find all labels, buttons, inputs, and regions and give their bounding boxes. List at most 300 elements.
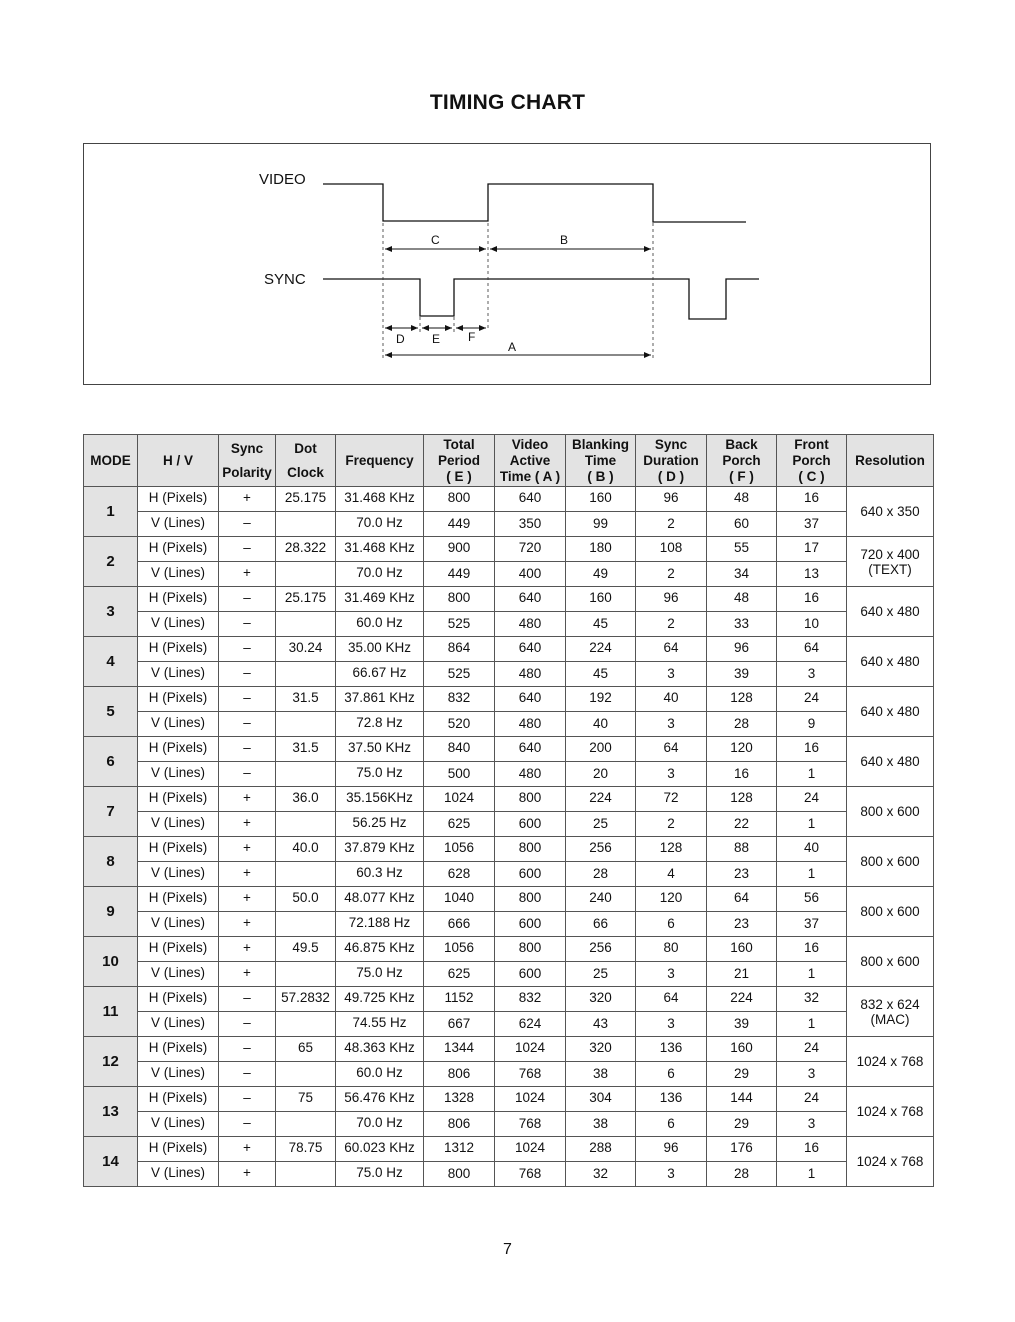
- back-porch-cell: 160: [707, 1037, 777, 1062]
- mode-cell: 6: [84, 737, 138, 787]
- frequency-cell: 48.363 KHz: [336, 1037, 424, 1062]
- back-porch-cell: 120: [707, 737, 777, 762]
- dot-clock-cell: [276, 1162, 336, 1187]
- sync-duration-cell: 6: [636, 1112, 707, 1137]
- front-porch-cell: 40: [777, 837, 847, 862]
- frequency-cell: 46.875 KHz: [336, 937, 424, 962]
- sync-polarity-cell: +: [219, 887, 276, 912]
- header-line: Period: [437, 452, 480, 468]
- back-porch-cell: 39: [707, 662, 777, 687]
- sync-polarity-cell: +: [219, 912, 276, 937]
- resolution-line: 640 x 480: [860, 704, 920, 719]
- header-line: Time ( A ): [499, 468, 561, 484]
- dot-clock-cell: 50.0: [276, 887, 336, 912]
- sync-duration-cell: 6: [636, 912, 707, 937]
- video-active-cell: 768: [495, 1062, 566, 1087]
- blanking-time-cell: 288: [566, 1137, 636, 1162]
- blanking-time-cell: 256: [566, 837, 636, 862]
- blanking-time-cell: 28: [566, 862, 636, 887]
- hv-cell: V (Lines): [138, 912, 219, 937]
- table-row: [84, 562, 934, 587]
- total-period-cell: 625: [424, 812, 495, 837]
- sync-duration-cell: 3: [636, 712, 707, 737]
- total-period-cell: 1344: [424, 1037, 495, 1062]
- video-active-cell: 720: [495, 537, 566, 562]
- video-active-cell: 640: [495, 487, 566, 512]
- total-period-cell: 525: [424, 612, 495, 637]
- front-porch-cell: 37: [777, 512, 847, 537]
- total-period-cell: 1328: [424, 1087, 495, 1112]
- sync-polarity-cell: +: [219, 787, 276, 812]
- header-total-period: [424, 435, 495, 487]
- header-sync-polarity-line: Polarity: [222, 464, 272, 480]
- video-active-cell: 768: [495, 1162, 566, 1187]
- total-period-cell: 520: [424, 712, 495, 737]
- video-active-cell: 600: [495, 862, 566, 887]
- dot-clock-cell: 36.0: [276, 787, 336, 812]
- sync-polarity-cell: –: [219, 1062, 276, 1087]
- total-period-cell: 800: [424, 487, 495, 512]
- mode-cell: 11: [84, 987, 138, 1037]
- sync-polarity-cell: +: [219, 562, 276, 587]
- sync-polarity-cell: –: [219, 712, 276, 737]
- table-row: [84, 1037, 934, 1062]
- table-row: [84, 887, 934, 912]
- header-hv: H / V: [138, 435, 219, 487]
- front-porch-cell: 9: [777, 712, 847, 737]
- mode-cell: 4: [84, 637, 138, 687]
- dim-c-label: C: [431, 233, 440, 247]
- blanking-time-cell: 49: [566, 562, 636, 587]
- back-porch-cell: 160: [707, 937, 777, 962]
- header-line: Active: [509, 452, 551, 468]
- blanking-time-cell: 320: [566, 987, 636, 1012]
- table-row: [84, 937, 934, 962]
- sync-polarity-cell: +: [219, 487, 276, 512]
- resolution-line: 640 x 480: [860, 604, 920, 619]
- hv-cell: H (Pixels): [138, 587, 219, 612]
- hv-cell: H (Pixels): [138, 887, 219, 912]
- dim-e-label: E: [432, 332, 441, 346]
- sync-polarity-cell: –: [219, 762, 276, 787]
- table-row: [84, 862, 934, 887]
- dot-clock-cell: 65: [276, 1037, 336, 1062]
- table-row: [84, 1087, 934, 1112]
- sync-duration-cell: 3: [636, 1162, 707, 1187]
- table-row: [84, 587, 934, 612]
- resolution-line: 640 x 350: [860, 504, 920, 519]
- video-active-cell: 640: [495, 737, 566, 762]
- table-row: [84, 1162, 934, 1187]
- back-porch-cell: 176: [707, 1137, 777, 1162]
- total-period-cell: 449: [424, 562, 495, 587]
- header-line: ( C ): [798, 468, 825, 484]
- sync-polarity-cell: –: [219, 637, 276, 662]
- mode-cell: 9: [84, 887, 138, 937]
- resolution-cell: [847, 987, 934, 1037]
- video-active-cell: 800: [495, 937, 566, 962]
- video-active-cell: 350: [495, 512, 566, 537]
- front-porch-cell: 56: [777, 887, 847, 912]
- sync-polarity-cell: +: [219, 812, 276, 837]
- header-line: ( B ): [587, 468, 614, 484]
- resolution-line: 800 x 600: [860, 854, 920, 869]
- header-line: Video: [511, 436, 549, 452]
- sync-duration-cell: 108: [636, 537, 707, 562]
- header-line: Sync: [654, 436, 688, 452]
- sync-duration-cell: 2: [636, 562, 707, 587]
- dim-a-label: A: [508, 340, 517, 354]
- back-porch-cell: 23: [707, 862, 777, 887]
- sync-duration-cell: 80: [636, 937, 707, 962]
- frequency-cell: 70.0 Hz: [336, 562, 424, 587]
- front-porch-cell: 17: [777, 537, 847, 562]
- resolution-cell: [847, 937, 934, 987]
- front-porch-cell: 1: [777, 862, 847, 887]
- frequency-cell: 31.469 KHz: [336, 587, 424, 612]
- sync-duration-cell: 2: [636, 512, 707, 537]
- dot-clock-cell: 31.5: [276, 737, 336, 762]
- back-porch-cell: 224: [707, 987, 777, 1012]
- resolution-cell: [847, 1137, 934, 1187]
- page-title: TIMING CHART: [429, 91, 586, 114]
- header-line: Total: [443, 436, 475, 452]
- header-line: Blanking: [571, 436, 629, 452]
- back-porch-cell: 88: [707, 837, 777, 862]
- video-label: VIDEO: [259, 171, 306, 188]
- total-period-cell: 525: [424, 662, 495, 687]
- header-line: Porch: [792, 452, 831, 468]
- resolution-line: 640 x 480: [860, 754, 920, 769]
- front-porch-cell: 24: [777, 787, 847, 812]
- mode-cell: 1: [84, 487, 138, 537]
- frequency-cell: 37.50 KHz: [336, 737, 424, 762]
- sync-duration-cell: 3: [636, 962, 707, 987]
- blanking-time-cell: 180: [566, 537, 636, 562]
- hv-cell: H (Pixels): [138, 637, 219, 662]
- header-line: Front: [794, 436, 829, 452]
- back-porch-cell: 21: [707, 962, 777, 987]
- blanking-time-cell: 160: [566, 587, 636, 612]
- front-porch-cell: 16: [777, 1137, 847, 1162]
- blanking-time-cell: 320: [566, 1037, 636, 1062]
- frequency-cell: 56.25 Hz: [336, 812, 424, 837]
- blanking-time-cell: 40: [566, 712, 636, 737]
- back-porch-cell: 34: [707, 562, 777, 587]
- front-porch-cell: 1: [777, 762, 847, 787]
- sync-polarity-cell: +: [219, 862, 276, 887]
- video-active-cell: 400: [495, 562, 566, 587]
- resolution-cell: [847, 737, 934, 787]
- video-active-cell: 480: [495, 762, 566, 787]
- video-active-cell: 1024: [495, 1137, 566, 1162]
- video-active-cell: 800: [495, 837, 566, 862]
- front-porch-cell: 3: [777, 662, 847, 687]
- sync-duration-cell: 3: [636, 662, 707, 687]
- back-porch-cell: 144: [707, 1087, 777, 1112]
- hv-cell: V (Lines): [138, 1112, 219, 1137]
- table-row: [84, 637, 934, 662]
- table-row: [84, 737, 934, 762]
- total-period-cell: 1152: [424, 987, 495, 1012]
- front-porch-cell: 10: [777, 612, 847, 637]
- resolution-cell: [847, 787, 934, 837]
- sync-duration-cell: 96: [636, 487, 707, 512]
- back-porch-cell: 29: [707, 1062, 777, 1087]
- sync-polarity-cell: –: [219, 737, 276, 762]
- hv-cell: V (Lines): [138, 1012, 219, 1037]
- dot-clock-cell: [276, 912, 336, 937]
- front-porch-cell: 1: [777, 1012, 847, 1037]
- sync-polarity-cell: –: [219, 612, 276, 637]
- hv-cell: V (Lines): [138, 762, 219, 787]
- back-porch-cell: 48: [707, 487, 777, 512]
- video-active-cell: 624: [495, 1012, 566, 1037]
- frequency-cell: 60.0 Hz: [336, 1062, 424, 1087]
- dot-clock-cell: 25.175: [276, 487, 336, 512]
- page-number: 7: [503, 1241, 512, 1258]
- blanking-time-cell: 43: [566, 1012, 636, 1037]
- dot-clock-cell: 75: [276, 1087, 336, 1112]
- resolution-line: 800 x 600: [860, 954, 920, 969]
- video-active-cell: 480: [495, 662, 566, 687]
- total-period-cell: 500: [424, 762, 495, 787]
- front-porch-cell: 13: [777, 562, 847, 587]
- back-porch-cell: 33: [707, 612, 777, 637]
- hv-cell: V (Lines): [138, 662, 219, 687]
- front-porch-cell: 16: [777, 937, 847, 962]
- header-back-porch: [707, 435, 777, 487]
- video-active-cell: 768: [495, 1112, 566, 1137]
- video-active-cell: 832: [495, 987, 566, 1012]
- dim-f-label: F: [468, 330, 476, 344]
- back-porch-cell: 55: [707, 537, 777, 562]
- resolution-cell: [847, 487, 934, 537]
- sync-polarity-cell: –: [219, 987, 276, 1012]
- total-period-cell: 449: [424, 512, 495, 537]
- blanking-time-cell: 25: [566, 962, 636, 987]
- video-active-cell: 480: [495, 712, 566, 737]
- hv-cell: V (Lines): [138, 812, 219, 837]
- dot-clock-cell: [276, 962, 336, 987]
- total-period-cell: 667: [424, 1012, 495, 1037]
- total-period-cell: 840: [424, 737, 495, 762]
- table-row: [84, 1137, 934, 1162]
- table-row: [84, 787, 934, 812]
- resolution-line: 800 x 600: [860, 904, 920, 919]
- dot-clock-cell: [276, 1112, 336, 1137]
- header-line: ( E ): [446, 468, 472, 484]
- header-line: ( F ): [729, 468, 754, 484]
- hv-cell: V (Lines): [138, 1162, 219, 1187]
- video-active-cell: 600: [495, 962, 566, 987]
- sync-polarity-cell: –: [219, 1037, 276, 1062]
- video-active-cell: 640: [495, 587, 566, 612]
- sync-polarity-cell: +: [219, 837, 276, 862]
- header-mode: MODE: [84, 435, 138, 487]
- sync-polarity-cell: –: [219, 662, 276, 687]
- frequency-cell: 70.0 Hz: [336, 1112, 424, 1137]
- header-line: Back: [725, 436, 758, 452]
- table-row: [84, 712, 934, 737]
- total-period-cell: 806: [424, 1062, 495, 1087]
- dot-clock-cell: 40.0: [276, 837, 336, 862]
- guide-lines: [383, 223, 653, 359]
- mode-cell: 8: [84, 837, 138, 887]
- blanking-time-cell: 20: [566, 762, 636, 787]
- frequency-cell: 70.0 Hz: [336, 512, 424, 537]
- table-row: [84, 912, 934, 937]
- table-row: [84, 1112, 934, 1137]
- header-video-active: [495, 435, 566, 487]
- table-header-row: [84, 435, 934, 487]
- resolution-line: 1024 x 768: [856, 1054, 924, 1069]
- blanking-time-cell: 240: [566, 887, 636, 912]
- front-porch-cell: 16: [777, 487, 847, 512]
- video-active-cell: 480: [495, 612, 566, 637]
- header-sync-duration: [636, 435, 707, 487]
- timing-table: [83, 434, 934, 1187]
- total-period-cell: 666: [424, 912, 495, 937]
- table-row: [84, 612, 934, 637]
- resolution-cell: [847, 687, 934, 737]
- table-row: [84, 962, 934, 987]
- back-porch-cell: 96: [707, 637, 777, 662]
- dot-clock-cell: 57.2832: [276, 987, 336, 1012]
- back-porch-cell: 39: [707, 1012, 777, 1037]
- hv-cell: V (Lines): [138, 712, 219, 737]
- front-porch-cell: 1: [777, 1162, 847, 1187]
- hv-cell: H (Pixels): [138, 487, 219, 512]
- mode-cell: 7: [84, 787, 138, 837]
- blanking-time-cell: 45: [566, 612, 636, 637]
- sync-polarity-cell: +: [219, 1137, 276, 1162]
- dot-clock-cell: [276, 712, 336, 737]
- dot-clock-cell: 78.75: [276, 1137, 336, 1162]
- frequency-cell: 48.077 KHz: [336, 887, 424, 912]
- hv-cell: H (Pixels): [138, 1087, 219, 1112]
- dot-clock-cell: [276, 562, 336, 587]
- mode-cell: 3: [84, 587, 138, 637]
- dot-clock-cell: [276, 662, 336, 687]
- total-period-cell: 832: [424, 687, 495, 712]
- blanking-time-cell: 200: [566, 737, 636, 762]
- back-porch-cell: 28: [707, 1162, 777, 1187]
- sync-duration-cell: 3: [636, 762, 707, 787]
- hv-cell: H (Pixels): [138, 737, 219, 762]
- blanking-time-cell: 192: [566, 687, 636, 712]
- dot-clock-cell: 31.5: [276, 687, 336, 712]
- header-resolution: Resolution: [847, 435, 934, 487]
- frequency-cell: 60.0 Hz: [336, 612, 424, 637]
- sync-duration-cell: 72: [636, 787, 707, 812]
- frequency-cell: 31.468 KHz: [336, 537, 424, 562]
- mode-cell: 14: [84, 1137, 138, 1187]
- back-porch-cell: 28: [707, 712, 777, 737]
- frequency-cell: 72.188 Hz: [336, 912, 424, 937]
- header-line: Time: [584, 452, 617, 468]
- dot-clock-cell: 49.5: [276, 937, 336, 962]
- front-porch-cell: 16: [777, 737, 847, 762]
- sync-duration-cell: 96: [636, 1137, 707, 1162]
- frequency-cell: 74.55 Hz: [336, 1012, 424, 1037]
- frequency-cell: 60.3 Hz: [336, 862, 424, 887]
- sync-waveform: [323, 279, 759, 319]
- table-row: [84, 837, 934, 862]
- resolution-line: (MAC): [870, 1011, 910, 1027]
- dot-clock-cell: [276, 512, 336, 537]
- front-porch-cell: 24: [777, 687, 847, 712]
- table-row: [84, 987, 934, 1012]
- sync-duration-cell: 2: [636, 812, 707, 837]
- total-period-cell: 806: [424, 1112, 495, 1137]
- frequency-cell: 66.67 Hz: [336, 662, 424, 687]
- sync-duration-cell: 4: [636, 862, 707, 887]
- sync-duration-cell: 96: [636, 587, 707, 612]
- table-row: [84, 662, 934, 687]
- blanking-time-cell: 224: [566, 637, 636, 662]
- mode-cell: 10: [84, 937, 138, 987]
- sync-label: SYNC: [264, 271, 306, 288]
- front-porch-cell: 1: [777, 812, 847, 837]
- hv-cell: H (Pixels): [138, 687, 219, 712]
- total-period-cell: 1024: [424, 787, 495, 812]
- header-dot-clock-line: Dot: [294, 440, 317, 456]
- front-porch-cell: 3: [777, 1112, 847, 1137]
- blanking-time-cell: 25: [566, 812, 636, 837]
- dim-d-label: D: [396, 332, 405, 346]
- back-porch-cell: 22: [707, 812, 777, 837]
- sync-polarity-cell: –: [219, 587, 276, 612]
- blanking-time-cell: 256: [566, 937, 636, 962]
- sync-duration-cell: 6: [636, 1062, 707, 1087]
- resolution-line: 1024 x 768: [856, 1104, 924, 1119]
- resolution-cell: [847, 1087, 934, 1137]
- frequency-cell: 31.468 KHz: [336, 487, 424, 512]
- dot-clock-cell: [276, 1062, 336, 1087]
- table-row: [84, 812, 934, 837]
- hv-cell: H (Pixels): [138, 1037, 219, 1062]
- front-porch-cell: 24: [777, 1037, 847, 1062]
- header-front-porch: [777, 435, 847, 487]
- dot-clock-cell: [276, 812, 336, 837]
- resolution-cell: [847, 1037, 934, 1087]
- back-porch-cell: 29: [707, 1112, 777, 1137]
- blanking-time-cell: 38: [566, 1112, 636, 1137]
- hv-cell: V (Lines): [138, 612, 219, 637]
- timing-diagram: [83, 143, 931, 385]
- header-dot-clock-line: Clock: [287, 464, 324, 480]
- resolution-line: 832 x 624: [860, 996, 920, 1012]
- hv-cell: H (Pixels): [138, 787, 219, 812]
- dot-clock-cell: [276, 1012, 336, 1037]
- hv-cell: V (Lines): [138, 512, 219, 537]
- header-frequency: Frequency: [336, 435, 424, 487]
- table-row: [84, 1062, 934, 1087]
- header-line: Porch: [722, 452, 761, 468]
- sync-duration-cell: 2: [636, 612, 707, 637]
- video-active-cell: 800: [495, 887, 566, 912]
- blanking-time-cell: 32: [566, 1162, 636, 1187]
- sync-polarity-cell: –: [219, 537, 276, 562]
- dot-clock-cell: [276, 862, 336, 887]
- video-active-cell: 1024: [495, 1037, 566, 1062]
- resolution-cell: [847, 537, 934, 587]
- sync-polarity-cell: +: [219, 962, 276, 987]
- mode-cell: 13: [84, 1087, 138, 1137]
- sync-duration-cell: 136: [636, 1087, 707, 1112]
- video-waveform: [323, 184, 746, 222]
